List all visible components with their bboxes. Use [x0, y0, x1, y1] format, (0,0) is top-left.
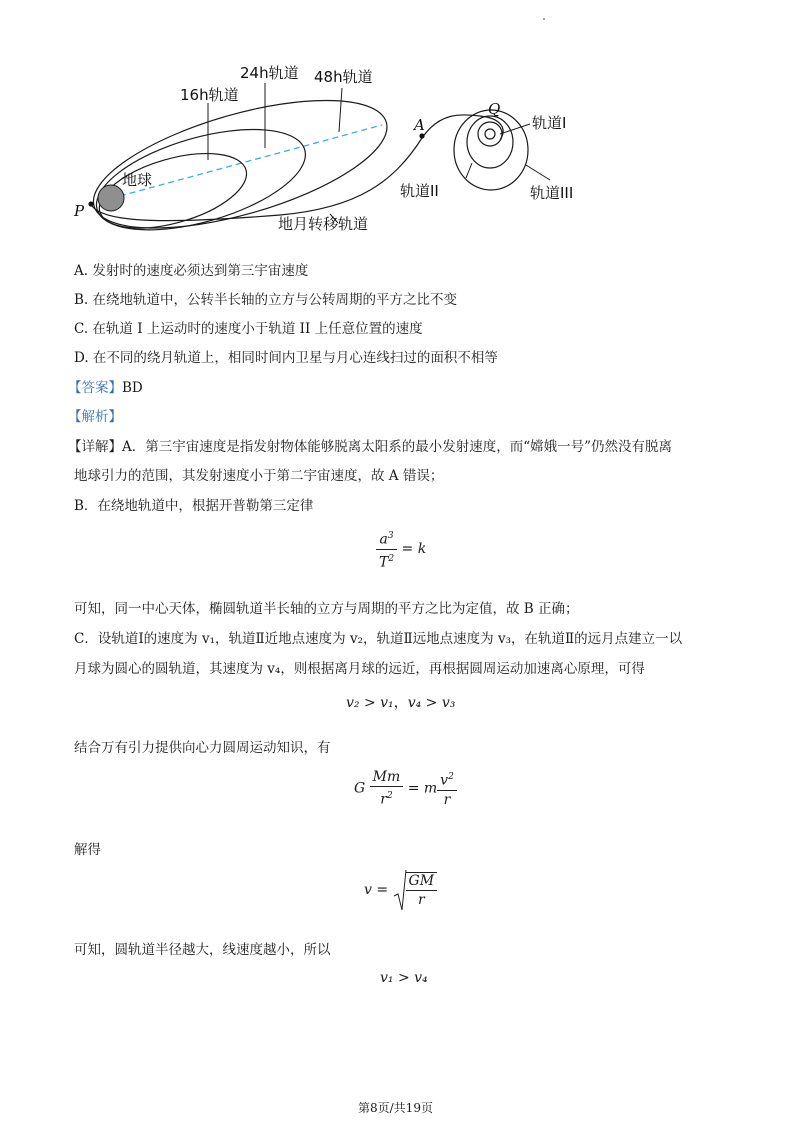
- earth: [98, 185, 124, 211]
- detail-b-conclusion: 可知，同一中心天体，椭圆轨道半长轴的立方与周期的平方之比为定值，故 B 正确；: [74, 601, 579, 617]
- gravity-formula: [354, 769, 457, 808]
- transfer-orbit: [91, 115, 503, 221]
- kepler-T-exp: 2: [388, 553, 395, 564]
- option-d: D. 在不同的绕月轨道上，相同时间内卫星与月心连线扫过的面积不相等: [74, 350, 498, 366]
- lunar-orbit-I: [478, 122, 502, 146]
- point-A: [419, 133, 424, 138]
- detail-a-line2: 地球引力的范围，其发射速度小于第二宇宙速度，故 A 错误；: [74, 468, 444, 484]
- moon: [485, 129, 495, 139]
- label-24h: 24h轨道: [240, 64, 299, 82]
- page-number: 第8页/共19页: [358, 1101, 433, 1115]
- inequality-1: v₂ > v₁: [346, 695, 394, 711]
- option-c: C. 在轨道 I 上运动时的速度小于轨道 II 上任意位置的速度: [74, 321, 423, 337]
- scan-dot: [543, 18, 545, 20]
- label-Q: Q: [488, 100, 501, 118]
- velocity-fraction: [406, 872, 438, 908]
- final-inequality: v₁ > v₄: [380, 970, 428, 986]
- lunar-orbit-II: [467, 116, 513, 168]
- label-16h: 16h轨道: [180, 86, 239, 104]
- gravity-G: G: [354, 780, 366, 797]
- gravity-den-r: r: [380, 791, 387, 808]
- kepler-rhs: = k: [397, 541, 427, 558]
- velocity-formula: [364, 868, 437, 912]
- kepler-formula: [376, 528, 426, 570]
- leader-orbit2: [466, 163, 472, 178]
- detail-c-line2: 月球为圆心的圆轨道，其速度为 v₄，则根据离月球的远近，再根据圆周运动加速离心原理，可得: [74, 661, 645, 677]
- label-transfer: 地月转移轨道: [278, 215, 369, 233]
- kepler-a: a: [379, 531, 388, 548]
- kepler-T: T: [379, 554, 389, 571]
- detail-b-line1: B．在绕地轨道中，根据开普勒第三定律: [74, 498, 314, 514]
- detail-gravity-intro: 结合万有引力提供向心力圆周运动知识，有: [74, 740, 331, 756]
- kepler-a-exp: 3: [387, 531, 394, 541]
- kepler-fraction: [376, 528, 397, 570]
- gravity-fraction-right: [437, 769, 457, 808]
- detail-conclusion: 可知，圆轨道半径越大，线速度越小，所以: [74, 942, 331, 958]
- velocity-den: r: [417, 892, 425, 908]
- label-orbit1: 轨道I: [532, 114, 567, 132]
- leader-orbit3: [526, 165, 550, 180]
- analysis-tag: 【解析】: [68, 409, 122, 425]
- gravity-mid: = m: [403, 780, 438, 797]
- answer-value: BD: [122, 380, 143, 396]
- leader-48h: [339, 88, 342, 132]
- label-P: P: [74, 202, 85, 220]
- label-orbit3: 轨道III: [530, 184, 574, 202]
- velocity-lhs: v =: [364, 882, 393, 898]
- velocity-inequalities: [346, 692, 455, 712]
- answer-line: [68, 378, 143, 398]
- gravity-fraction-left: [370, 769, 404, 808]
- inequality-separator: ，: [393, 695, 408, 711]
- point-P: [88, 201, 93, 206]
- sqrt-icon: [393, 868, 407, 912]
- leader-orbit1: [500, 124, 530, 134]
- gravity-den2: r: [443, 791, 451, 808]
- detail-a-line1: 【详解】A．第三宇宙速度是指发射物体能够脱离太阳系的最小发射速度，而“嫦娥一号”仍然没有脱离: [68, 439, 673, 455]
- label-orbit2: 轨道II: [400, 182, 439, 200]
- gravity-num: Mm: [370, 769, 404, 787]
- label-48h: 48h轨道: [314, 68, 373, 86]
- inequality-2: v₄ > v₃: [407, 695, 456, 711]
- option-b: B. 在绕地轨道中，公转半长轴的立方与公转周期的平方之比不变: [74, 292, 458, 308]
- label-A: A: [414, 116, 425, 134]
- gravity-num2-v: v: [440, 772, 449, 789]
- label-earth: 地球: [122, 171, 153, 189]
- detail-c-line1: C．设轨道Ⅰ的速度为 v₁，轨道Ⅱ近地点速度为 v₂，轨道Ⅱ远地点速度为 v₃，在轨道Ⅱ的远月点建立一以: [74, 631, 683, 647]
- velocity-num: GM: [406, 873, 438, 891]
- major-axis-dashed-line: [120, 125, 382, 196]
- option-a: A. 发射时的速度必须达到第三宇宙速度: [74, 263, 309, 279]
- detail-solve: 解得: [74, 842, 101, 858]
- gravity-num2-exp: 2: [448, 772, 454, 782]
- answer-tag: 【答案】: [68, 380, 122, 396]
- gravity-den-exp: 2: [386, 791, 393, 801]
- orbit-diagram: [60, 40, 620, 245]
